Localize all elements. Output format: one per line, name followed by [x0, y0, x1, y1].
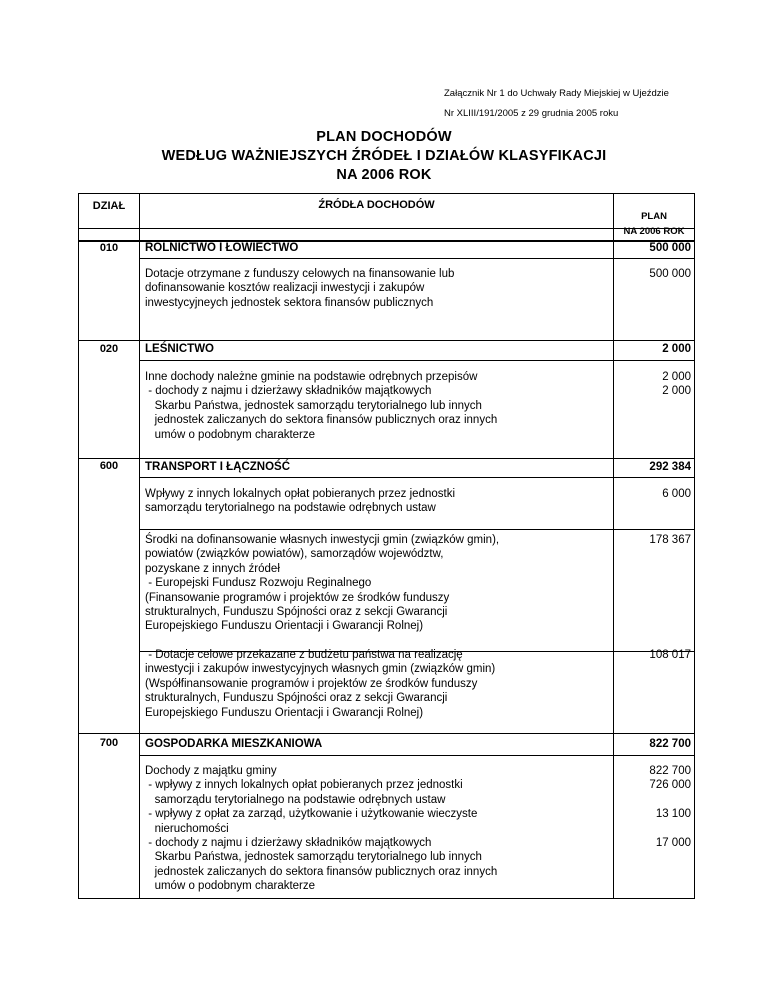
- header-zrodla: ŹRÓDŁA DOCHODÓW: [318, 199, 435, 211]
- item-description: Dochody z majątku gminy - wpływy z innych lokalnych opłat pobieranych przez jednostki samorządu terytorialnego na podstawie odrębnych ustaw - wpływy z opłat za zarząd, użytkowanie i użytkowanie wieczyste nieruchomości - dochody z najmu i dzierżawy składników majątkowych Skarbu Państwa, jednostek samorządu terytorialnego lub innych jednostek zaliczanych do sektora finansów publicznych oraz innych umów o podobnym charakterze: [145, 765, 498, 893]
- section-name: LEŚNICTWO: [145, 343, 214, 355]
- header-dzial: DZIAŁ: [92, 200, 126, 212]
- item-amount-sub: 17 000: [655, 837, 691, 849]
- header-plan: [614, 209, 694, 239]
- section-divider: [79, 340, 694, 341]
- section-name: ROLNICTWO I ŁOWIECTWO: [145, 242, 299, 254]
- section-divider: [79, 458, 694, 459]
- annex-line-1: Załącznik Nr 1 do Uchwały Rady Miejskiej w Ujeździe: [444, 88, 669, 99]
- section-code: 020: [99, 343, 119, 355]
- section-code: 010: [99, 242, 119, 254]
- income-table: [78, 193, 695, 899]
- row-divider: [139, 360, 694, 361]
- item-amount: 108 017: [649, 649, 691, 661]
- item-amount: 822 700: [649, 765, 691, 777]
- item-amount: 500 000: [649, 268, 691, 280]
- column-divider: [613, 194, 614, 898]
- annex-line-2: Nr XLIII/191/2005 z 29 grudnia 2005 roku: [444, 108, 619, 119]
- title-line-1: PLAN DOCHODÓW: [316, 129, 452, 145]
- item-description: - Dotacje celowe przekazane z budżetu państwa na realizację inwestycji i zakupów inwestycyjnych własnych gmin (związków gmin) (Współfinansowanie programów i projektów ze środków funduszy strukturalnych, Funduszu Spójności oraz z sekcji Gwarancji Europejskiego Funduszu Orientacji i Gwarancji Rolnej): [145, 649, 496, 719]
- row-divider: [139, 529, 694, 530]
- item-description: Dotacje otrzymane z funduszy celowych na finansowanie lub dofinansowanie kosztów realizacji inwestycji i zakupów inwestycyjneych jednostek sektora finansów publicznych: [145, 268, 455, 309]
- section-total: 2 000: [662, 343, 691, 355]
- header-plan-line-2: NA 2006 ROK: [623, 226, 685, 237]
- page-title: [0, 128, 768, 185]
- row-divider: [139, 755, 694, 756]
- section-total: 822 700: [649, 738, 691, 750]
- column-divider: [139, 194, 140, 898]
- item-amount-sub: 13 100: [655, 808, 691, 820]
- item-description: Wpływy z innych lokalnych opłat pobieranych przez jednostki samorządu terytorialnego na podstawie odrębnych ustaw: [145, 488, 456, 515]
- item-amount: 2 000: [662, 371, 691, 383]
- section-total: 292 384: [649, 461, 691, 473]
- title-line-2: WEDŁUG WAŻNIEJSZYCH ŹRÓDEŁ I DZIAŁÓW KLASYFIKACJI: [161, 148, 607, 164]
- section-name: GOSPODARKA MIESZKANIOWA: [145, 738, 323, 750]
- section-code: 700: [99, 737, 119, 749]
- row-divider: [139, 477, 694, 478]
- header-plan-line-1: PLAN: [641, 211, 667, 222]
- section-code: 600: [99, 460, 119, 472]
- item-amount-sub: 726 000: [649, 779, 691, 791]
- section-name: TRANSPORT I ŁĄCZNOŚĆ: [145, 461, 291, 473]
- item-amount-sub: 2 000: [662, 385, 691, 397]
- item-amount: 178 367: [649, 534, 691, 546]
- title-line-3: NA 2006 ROK: [336, 167, 432, 183]
- item-amount: 6 000: [662, 488, 691, 500]
- item-description: Środki na dofinansowanie własnych inwestycji gmin (związków gmin), powiatów (związków powiatów), samorządów województw, pozyskane z innych źródeł - Europejski Fundusz Rozwoju Reginalnego (Finansowanie programów i projektów ze środków funduszy strukturalnych, Funduszu Spójności oraz z sekcji Gwarancji Europejskiego Funduszu Orientacji i Gwarancji Rolnej): [145, 534, 500, 633]
- section-divider: [79, 733, 694, 734]
- row-divider: [139, 258, 694, 259]
- section-total: 500 000: [649, 242, 691, 254]
- header-divider: [79, 228, 694, 229]
- item-description: Inne dochody należne gminie na podstawie odrębnych przepisów - dochody z najmu i dzierżawy składników majątkowych Skarbu Państwa, jednostek samorządu terytorialnego lub innych jednostek zaliczanych do sektora finansów publicznych oraz innych umów o podobnym charakterze: [145, 371, 498, 441]
